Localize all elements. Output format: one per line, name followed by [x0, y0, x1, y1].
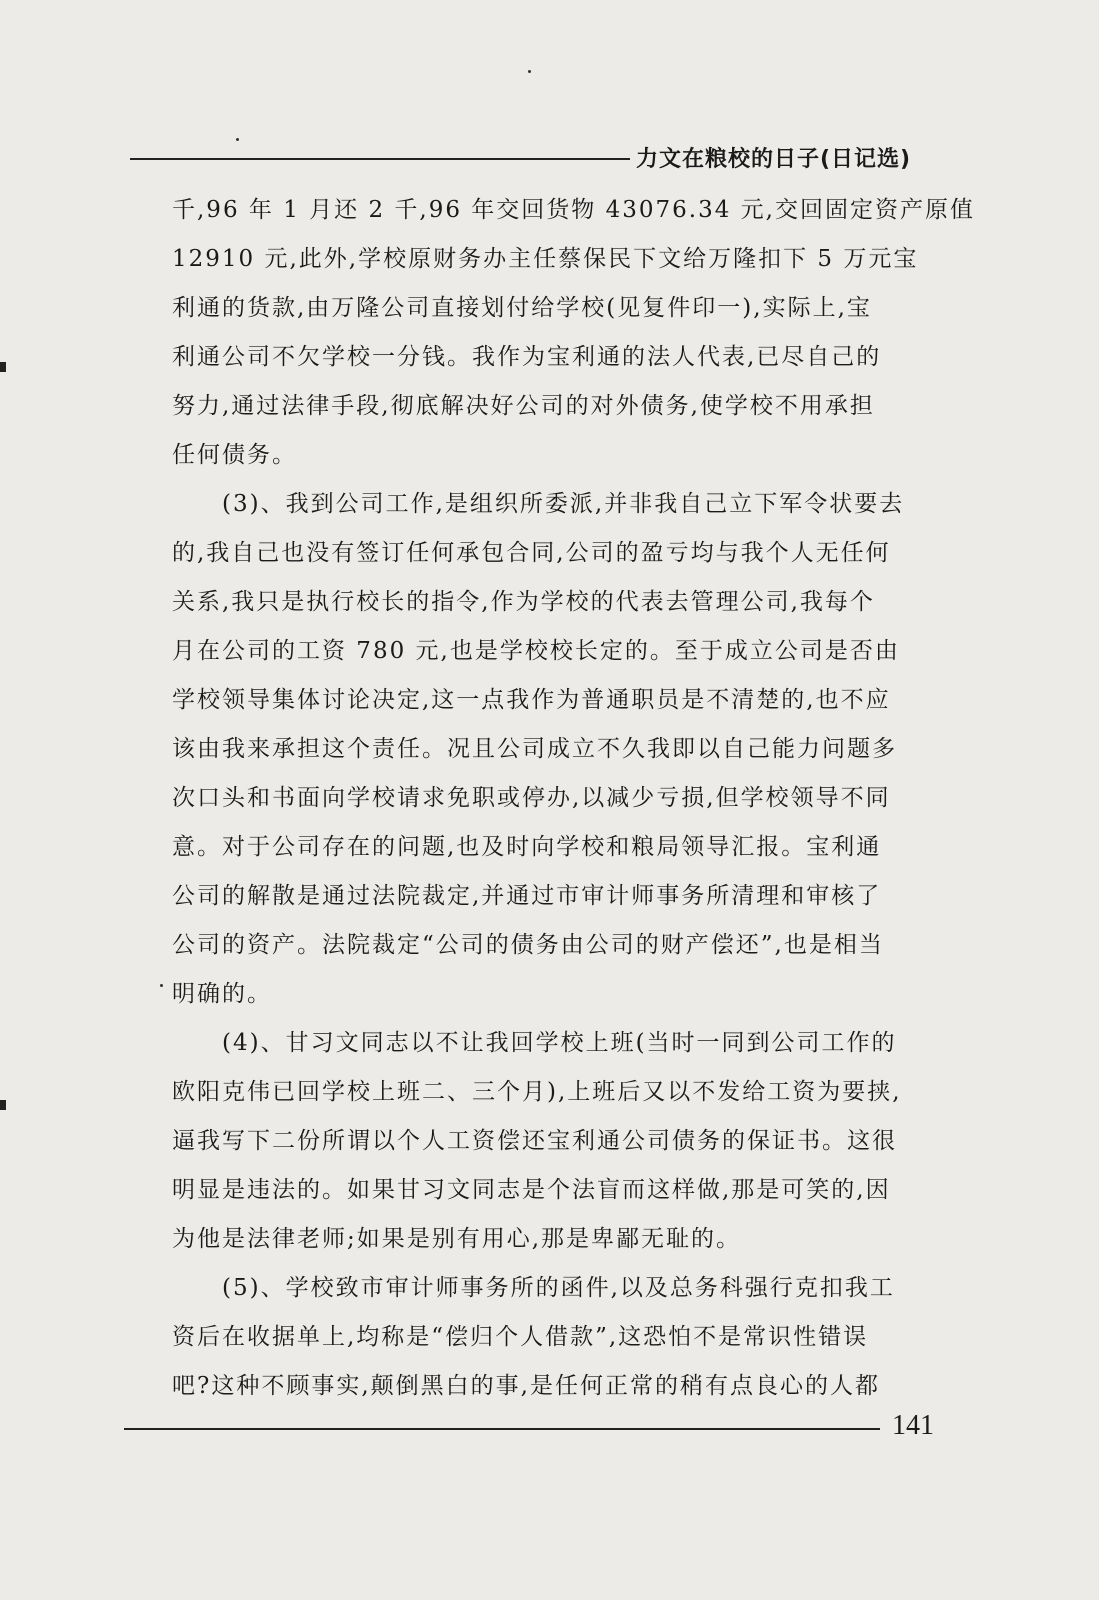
running-head-title: 力文在粮校的日子(日记选)	[636, 147, 912, 172]
text-line: 吧?这种不顾事实,颠倒黑白的事,是任何正常的稍有点良心的人都	[172, 1373, 880, 1399]
scan-speck	[528, 70, 531, 73]
body-text	[172, 186, 975, 1411]
paragraph-4-start: (4)、甘习文同志以不让我回学校上班(当时一同到公司工作的	[222, 1030, 897, 1056]
paragraph-3-start: (3)、我到公司工作,是组织所委派,并非我自己立下军令状要去	[222, 491, 905, 517]
text-line: 资后在收据单上,均称是“偿归个人借款”,这恐怕不是常识性错误	[172, 1324, 869, 1350]
text-line: 学校领导集体讨论决定,这一点我作为普通职员是不清楚的,也不应	[172, 687, 891, 713]
text-line: 明确的。	[172, 981, 272, 1007]
text-line: 明显是违法的。如果甘习文同志是个法盲而这样做,那是可笑的,因	[172, 1177, 891, 1203]
text-line: 逼我写下二份所谓以个人工资偿还宝利通公司债务的保证书。这很	[172, 1128, 897, 1154]
scan-edge-mark	[0, 1100, 6, 1110]
text-line: 意。对于公司存在的问题,也及时向学校和粮局领导汇报。宝利通	[172, 834, 882, 860]
text-line: 千,96 年 1 月还 2 千,96 年交回货物 43076.34 元,交回固定资产原值	[172, 197, 975, 223]
text-line: 公司的资产。法院裁定“公司的债务由公司的财产偿还”,也是相当	[172, 932, 884, 958]
text-line: 月在公司的工资 780 元,也是学校校长定的。至于成立公司是否由	[172, 638, 900, 664]
page-number: 141	[892, 1410, 934, 1441]
header-rule	[130, 158, 630, 160]
text-line: 任何债务。	[172, 442, 297, 468]
text-line: 欧阳克伟已回学校上班二、三个月),上班后又以不发给工资为要挟,	[172, 1079, 902, 1105]
text-line: 为他是法律老师;如果是别有用心,那是卑鄙无耻的。	[172, 1226, 742, 1252]
footer-rule	[124, 1428, 880, 1430]
text-line: 利通公司不欠学校一分钱。我作为宝利通的法人代表,已尽自己的	[172, 344, 882, 370]
text-line: 的,我自己也没有签订任何承包合同,公司的盈亏均与我个人无任何	[172, 540, 891, 566]
text-line: 该由我来承担这个责任。况且公司成立不久我即以自己能力问题多	[172, 736, 897, 762]
text-line: 次口头和书面向学校请求免职或停办,以减少亏损,但学校领导不同	[172, 785, 891, 811]
text-line: 公司的解散是通过法院裁定,并通过市审计师事务所清理和审核了	[172, 883, 882, 909]
text-line: 12910 元,此外,学校原财务办主任蔡保民下文给万隆扣下 5 万元宝	[172, 246, 919, 272]
text-line: 努力,通过法律手段,彻底解决好公司的对外债务,使学校不用承担	[172, 393, 875, 419]
scan-speck	[160, 984, 163, 987]
text-line: 关系,我只是执行校长的指令,作为学校的代表去管理公司,我每个	[172, 589, 875, 615]
paragraph-5-start: (5)、学校致市审计师事务所的函件,以及总务科强行克扣我工	[222, 1275, 895, 1301]
text-line: 利通的货款,由万隆公司直接划付给学校(见复件印一),实际上,宝	[172, 295, 872, 321]
scan-edge-mark	[0, 362, 6, 372]
scan-speck	[236, 138, 239, 141]
